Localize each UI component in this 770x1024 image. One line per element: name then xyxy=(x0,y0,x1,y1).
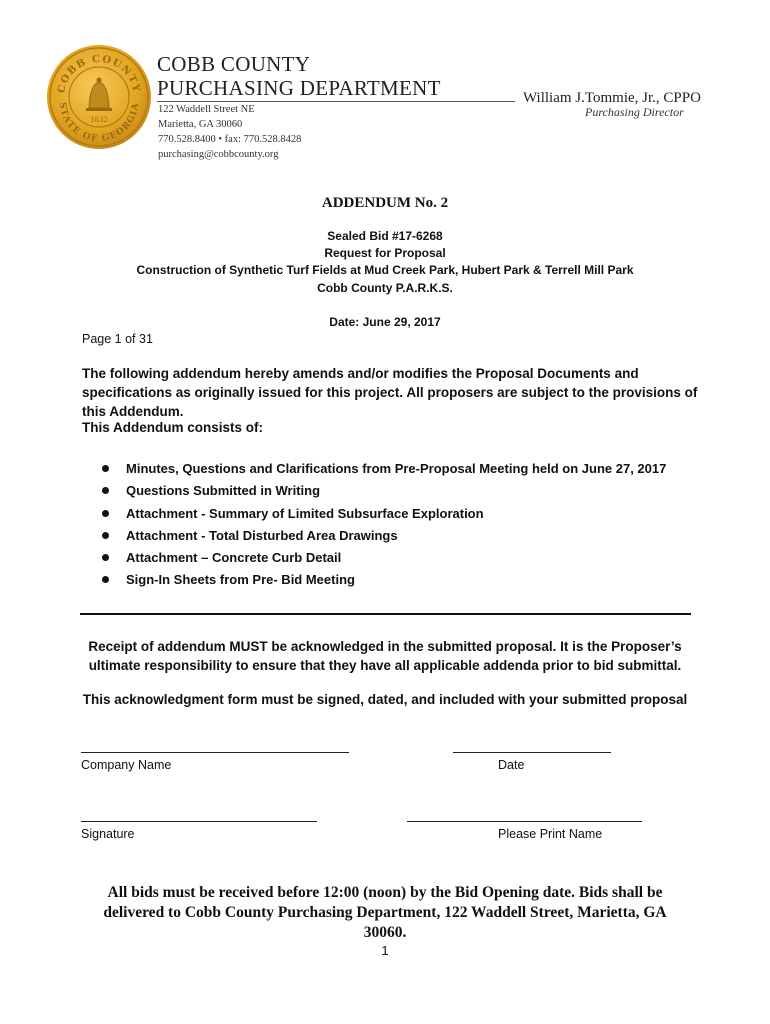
company-name-line[interactable] xyxy=(81,752,349,753)
consists-label: This Addendum consists of: xyxy=(82,420,264,435)
cobb-county-seal-logo xyxy=(46,44,152,150)
list-item: Attachment - Summary of Limited Subsurface Exploration xyxy=(100,503,666,525)
project-title: Construction of Synthetic Turf Fields at Mud Creek Park, Hubert Park & Terrell Mill Park xyxy=(136,263,634,277)
address-email: purchasing@cobbcounty.org xyxy=(158,149,279,160)
agency-name: Cobb County P.A.R.K.S. xyxy=(317,281,453,295)
list-item: Sign-In Sheets from Pre- Bid Meeting xyxy=(100,569,666,591)
list-item: Minutes, Questions and Clarifications from Pre-Proposal Meeting held on June 27, 2017 xyxy=(100,458,666,480)
print-name-label: Please Print Name xyxy=(498,827,603,841)
intro-paragraph: The following addendum hereby amends and/or modifies the Proposal Documents and specifications as originally issued for this project. All proposers are subject to the provisions of this Addendum. xyxy=(82,366,698,419)
signature-line[interactable] xyxy=(81,821,317,822)
company-name-label: Company Name xyxy=(81,758,172,772)
bid-number: Sealed Bid #17-6268 xyxy=(327,229,443,243)
print-name-line[interactable] xyxy=(407,821,642,822)
bullet-icon xyxy=(102,576,109,583)
address-phone: 770.528.8400 • fax: 770.528.8428 xyxy=(158,134,302,145)
list-item: Attachment - Total Disturbed Area Drawings xyxy=(100,525,666,547)
bullet-icon xyxy=(102,554,109,561)
addendum-date: Date: June 29, 2017 xyxy=(329,315,441,329)
bid-submission-notice: All bids must be received before 12:00 (noon) by the Bid Opening date. Bids shall be delivered to Cobb County Purchasing Department, 122 Waddell Street, Marietta, GA 30060. xyxy=(103,884,667,941)
svg-text:STATE OF GEORGIA: STATE OF GEORGIA xyxy=(56,101,142,145)
address-street: 122 Waddell Street NE xyxy=(158,104,255,115)
org-name-line1: COBB COUNTY xyxy=(157,52,311,76)
director-name: William J.Tommie, Jr., CPPO xyxy=(523,90,701,106)
page-count: Page 1 of 31 xyxy=(82,332,153,346)
signature-label: Signature xyxy=(81,827,135,841)
list-item: Questions Submitted in Writing xyxy=(100,480,666,502)
bullet-icon xyxy=(102,465,109,472)
section-divider xyxy=(80,613,691,615)
page-number: 1 xyxy=(381,943,389,958)
svg-text:1832: 1832 xyxy=(90,116,108,124)
request-type: Request for Proposal xyxy=(324,246,446,260)
bullet-icon xyxy=(102,532,109,539)
receipt-notice: Receipt of addendum MUST be acknowledged in the submitted proposal. It is the Proposer’s ultimate responsibility to ensure that they have all applicable addenda prior to bid submittal. xyxy=(88,639,682,673)
header-divider xyxy=(157,101,515,102)
org-name-line2: PURCHASING DEPARTMENT xyxy=(157,76,441,100)
address-city: Marietta, GA 30060 xyxy=(158,119,243,130)
bullet-icon xyxy=(102,510,109,517)
svg-text:COBB COUNTY: COBB COUNTY xyxy=(56,53,142,95)
bullet-icon xyxy=(102,487,109,494)
acknowledgment-notice: This acknowledgment form must be signed, dated, and included with your submitted proposal xyxy=(82,692,688,707)
addendum-title: ADDENDUM No. 2 xyxy=(321,195,449,211)
addendum-items-list xyxy=(100,458,666,592)
date-label: Date xyxy=(498,758,525,772)
date-line[interactable] xyxy=(453,752,611,753)
director-title: Purchasing Director xyxy=(585,105,684,119)
list-item: Attachment – Concrete Curb Detail xyxy=(100,547,666,569)
